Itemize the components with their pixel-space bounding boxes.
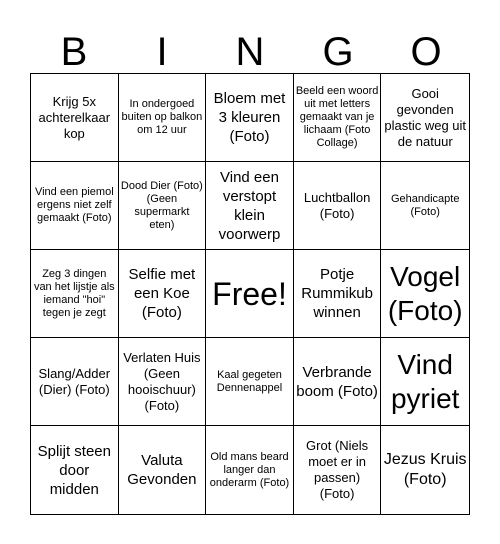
bingo-cell-1[interactable]: Krijg 5x achterelkaar kop [31,74,119,162]
bingo-cell-12[interactable]: Selfie met een Koe (Foto) [119,250,207,338]
bingo-cell-23[interactable]: Old mans beard langer dan onderarm (Foto) [206,426,294,514]
bingo-cell-10[interactable]: Gehandicapte (Foto) [381,162,469,250]
header-letter-n: N [235,30,265,74]
bingo-cell-7[interactable]: Dood Dier (Foto) (Geen supermarkt eten) [119,162,207,250]
bingo-cell-21[interactable]: Splijt steen door midden [31,426,119,514]
header-letter-b: B [60,30,88,74]
bingo-cell-22[interactable]: Valuta Gevonden [119,426,207,514]
bingo-cell-free[interactable]: Free! [206,250,294,338]
bingo-cell-17[interactable]: Verlaten Huis (Geen hooischuur) (Foto) [119,338,207,426]
bingo-cell-11[interactable]: Zeg 3 dingen van het lijstje als iemand "hoi" tegen je zegt [31,250,119,338]
bingo-cell-8[interactable]: Vind een verstopt klein voorwerp [206,162,294,250]
bingo-cell-15[interactable]: Vogel (Foto) [381,250,469,338]
bingo-grid [30,73,470,515]
bingo-cell-5[interactable]: Gooi gevonden plastic weg uit de natuur [381,74,469,162]
bingo-header [30,28,470,76]
header-letter-i: I [156,30,168,74]
bingo-cell-2[interactable]: In ondergoed buiten op balkon om 12 uur [119,74,207,162]
bingo-cell-18[interactable]: Kaal gegeten Dennenappel [206,338,294,426]
bingo-cell-14[interactable]: Potje Rummikub winnen [294,250,382,338]
bingo-cell-25[interactable]: Jezus Kruis (Foto) [383,451,467,488]
bingo-cell-3[interactable]: Bloem met 3 kleuren (Foto) [206,74,294,162]
bingo-cell-9[interactable]: Luchtballon (Foto) [294,162,382,250]
bingo-cell-20[interactable]: Vind pyriet [381,338,469,426]
header-letter-g: G [322,30,354,74]
bingo-cell-24[interactable]: Grot (Niels moet er in passen) (Foto) [294,426,382,514]
bingo-cell-6[interactable]: Vind een piemol ergens niet zelf gemaakt (Foto) [31,162,119,250]
bingo-cell-19[interactable]: Verbrande boom (Foto) [294,338,382,426]
bingo-cell-16[interactable]: Slang/Adder (Dier) (Foto) [31,338,119,426]
header-letter-o: O [410,30,442,74]
bingo-cell-4[interactable]: Beeld een woord uit met letters gemaakt van je lichaam (Foto Collage) [294,74,382,162]
